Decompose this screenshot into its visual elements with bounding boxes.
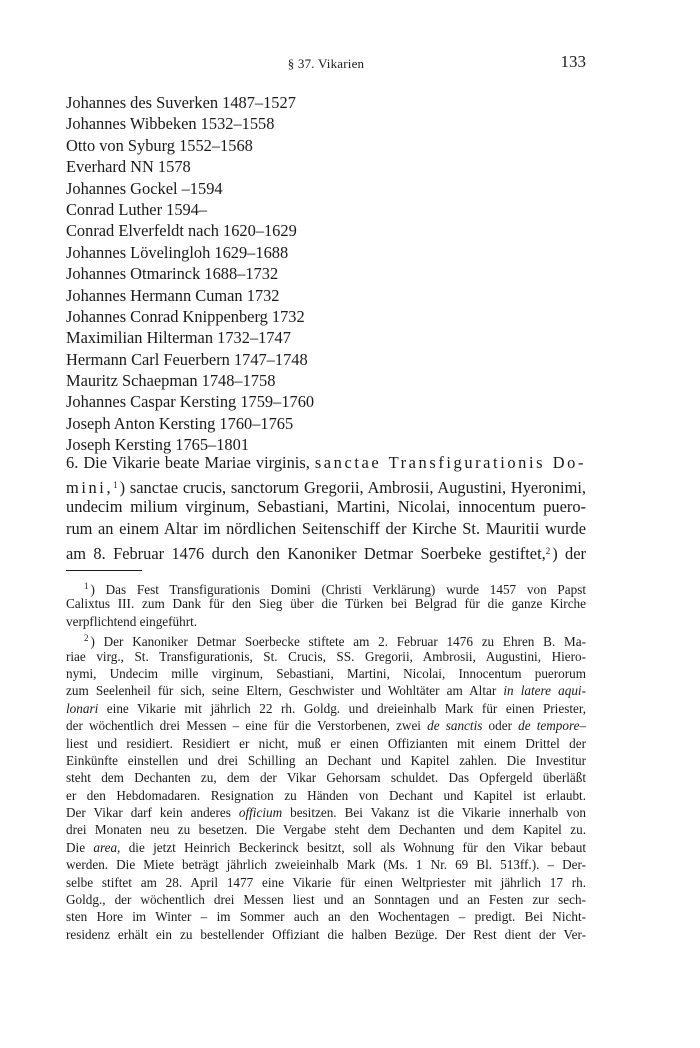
footnote-2-line: lonari eine Vikarie mit jährlich 22 rh. Goldg. und dreieinhalb Mark für einen Priester,: [66, 700, 586, 716]
vicar-entry: Maximilian Hilterman 1732–1747: [66, 328, 291, 348]
footnote-2-line: nymi, Undecim mille virginum, Sebastiani, Martini, Nicolai, Innocentum puerorum: [66, 665, 586, 681]
vicar-entry: Johannes Otmarinck 1688–1732: [66, 264, 279, 284]
footnote-2-line: liest und residiert. Residiert er nicht, muß er einen Offizianten mit einem Drittel der: [66, 735, 586, 751]
page-number: 133: [560, 52, 586, 71]
vicar-entry: Johannes Gockel –1594: [66, 178, 223, 198]
vicar-entry: Johannes des Suverken 1487–1527: [66, 93, 296, 112]
footnote-2-line: Der Vikar darf kein anderes officium besitzen. Bei Vakanz ist die Vikarie innerhalb von: [66, 805, 587, 821]
footnote-separator: [66, 570, 142, 571]
paragraph-6: [66, 452, 586, 562]
vicar-entry: Joseph Kersting 1765–1801: [66, 435, 250, 455]
footnote-2-line: Goldg., der wöchentlich drei Messen liest und an Sonntagen und an Festen zur sech-: [66, 892, 586, 908]
paragraph-line: 6. Die Vikarie beate Mariae virginis, sanctae Transfigurationis Do-: [66, 453, 586, 472]
footnote-2-line: steht dem Dechanten zu, dem der Vikar Gehorsam schuldet. Das Opfergeld überläßt: [66, 770, 586, 786]
vicar-entry: Johannes Lövelingloh 1629–1688: [66, 242, 289, 262]
vicar-entry: Everhard NN 1578: [66, 157, 191, 177]
footnote-2-line: Die area, die jetzt Heinrich Beckerinck besitzt, soll als Wohnung für den Vikar bebaut: [66, 839, 586, 855]
vicar-entry: Joseph Anton Kersting 1760–1765: [66, 413, 294, 433]
paragraph-line: am 8. Februar 1476 durch den Kanoniker Detmar Soerbeke gestiftet,$^2$ ) der: [66, 544, 586, 564]
vicar-entry: Johannes Caspar Kersting 1759–1760: [66, 392, 315, 412]
paragraph-line: mini,$^1$ ) sanctae crucis, sanctorum Gregorii, Ambrosii, Augustini, Hyeronimi,: [66, 478, 586, 498]
footnote-2-line: Einkünfte einstellen und drei Schilling an Dechant und Kapitel zahlen. Die Investitur: [66, 752, 586, 768]
footnote-2-line: residenz erhält ein zu bestellender Offiziant die halben Bezüge. Der Rest dient der Ver-: [66, 926, 586, 942]
footnote-1-line: Calixtus III. zum Dank für den Sieg über die Türken bei Belgrad für die ganze Kirche: [66, 596, 586, 612]
footnote-1-line: verpflichtend eingeführt.: [66, 613, 198, 629]
paragraph-line: rum an einem Altar im nördlichen Seitenschiff der Kirche St. Mauritii wurde: [66, 519, 586, 539]
running-title: § 37. Vikarien: [287, 56, 365, 71]
vicar-entry: Conrad Elverfeldt nach 1620–1629: [66, 221, 297, 241]
vicar-entry: Mauritz Schaepman 1748–1758: [66, 371, 276, 391]
page-header: [66, 52, 586, 74]
footnote-2-line: zum Seelenheil für sich, seine Eltern, Geschwister und Wohltäter am Altar in latere aqui-: [66, 683, 586, 699]
footnote-2-line: der wöchentlich drei Messen – eine für die Verstorbenen, zwei de sanctis oder de tempore–: [66, 718, 587, 734]
vicar-entry: Otto von Syburg 1552–1568: [66, 135, 253, 155]
paragraph-line: undecim milium virginum, Sebastiani, Martini, Nicolai, innocentum puero-: [66, 497, 586, 517]
footnote-ref-1[interactable]: 1: [113, 480, 118, 491]
footnote-2-line: er den Hebdomadaren. Resignation zu Händen von Dechant und Kapitel ist erlaubt.: [66, 787, 586, 803]
footnote-ref-2[interactable]: 2: [545, 546, 551, 557]
vicar-entry: Johannes Conrad Knippenberg 1732: [66, 306, 305, 326]
vicar-entry: Johannes Hermann Cuman 1732: [66, 285, 280, 305]
vicar-list: [66, 92, 586, 456]
footnotes: [66, 578, 586, 943]
vicar-entry: Johannes Wibbeken 1532–1558: [66, 114, 275, 134]
footnote-2-line: $^2$ ) Der Kanoniker Detmar Soerbecke stiftete am 2. Februar 1476 zu Ehren B. Ma-: [84, 633, 586, 650]
vicar-entry: Conrad Luther 1594–: [66, 199, 208, 219]
footnote-2-line: werden. Die Miete beträgt jährlich zweieinhalb Mark (Ms. 1 Nr. 69 Bl. 513ff.). – Der-: [66, 857, 586, 873]
footnote-2-line: riae virg., St. Transfigurationis, St. Crucis, SS. Gregorii, Ambrosii, Augustini, Hiero-: [66, 648, 586, 664]
footnote-2-line: sten Hore im Winter – im Sommer auch an den Wochentagen – predigt. Bei Nicht-: [66, 909, 586, 925]
vicar-entry: Hermann Carl Feuerbern 1747–1748: [66, 349, 308, 369]
footnote-1-line: $^1$ ) Das Fest Transfigurationis Domini (Christi Verklärung) wurde 1457 von Papst: [84, 581, 586, 597]
footnote-2-line: drei Monaten neu zu besetzen. Die Vergabe steht dem Dechanten und dem Kapitel zu.: [66, 822, 586, 838]
footnote-2-line: selbe stiftet am 28. April 1477 eine Vikarie für einen Weltpriester mit jährlich 17 rh.: [66, 874, 586, 890]
